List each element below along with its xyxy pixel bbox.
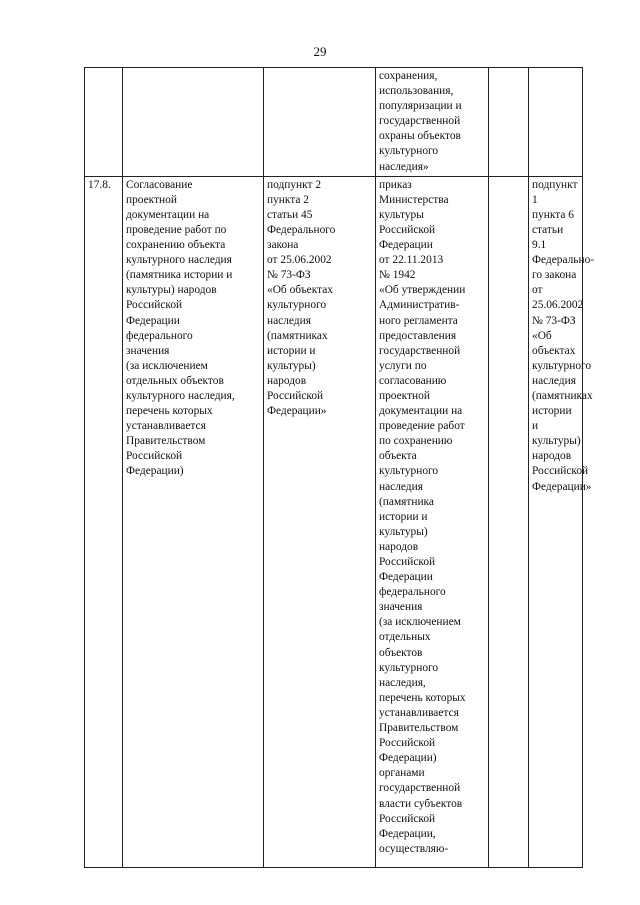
cell-empty: [489, 68, 529, 177]
cell-delegation-basis: подпункт 1 пункта 6 статьи 9.1 Федерально- го закона от 25.06.2002 № 73-ФЗ «Об объектах культурного наследия (памятниках истории и культуры) народов Российской Федерации»: [529, 176, 583, 867]
cell-legal-basis: [264, 68, 376, 177]
cell-empty: [489, 176, 529, 867]
page-number: 29: [313, 44, 327, 59]
cell-number: 17.8.: [85, 176, 123, 867]
services-table: [84, 67, 595, 868]
cell-regulation: сохранения, использования, популяризации и государственной охраны объектов культурного наследия»: [376, 68, 489, 177]
cell-service-name: [123, 68, 264, 177]
table-row-17-8: [85, 176, 583, 867]
cell-number: [85, 68, 123, 177]
cell-delegation-basis: [529, 68, 583, 177]
cell-service-name: Согласование проектной документации на проведение работ по сохранению объекта культурного наследия (памятника истории и культуры) народов Российской Федерации федерального значения (за исключением отдельных объектов культурного наследия, перечень которых устанавливается Правительством Российской Федерации): [123, 176, 264, 867]
table-row-continuation: [85, 68, 583, 177]
cell-regulation: приказ Министерства культуры Российской Федерации от 22.11.2013 № 1942 «Об утверждении Административ- ного регламента предоставления государственной услуги по согласованию проектной документации на проведение работ по сохранению объекта культурного наследия (памятника истории и культуры) народов Российской Федерации федерального значения (за исключением отдельных объектов культурного наследия, перечень которых устанавливается Правительством Российской Федерации) органами государственной власти субъектов Российской Федерации, осуществляю-: [376, 176, 489, 867]
cell-legal-basis: подпункт 2 пункта 2 статьи 45 Федерального закона от 25.06.2002 № 73-ФЗ «Об объектах культурного наследия (памятниках истории и культуры) народов Российской Федерации»: [264, 176, 376, 867]
